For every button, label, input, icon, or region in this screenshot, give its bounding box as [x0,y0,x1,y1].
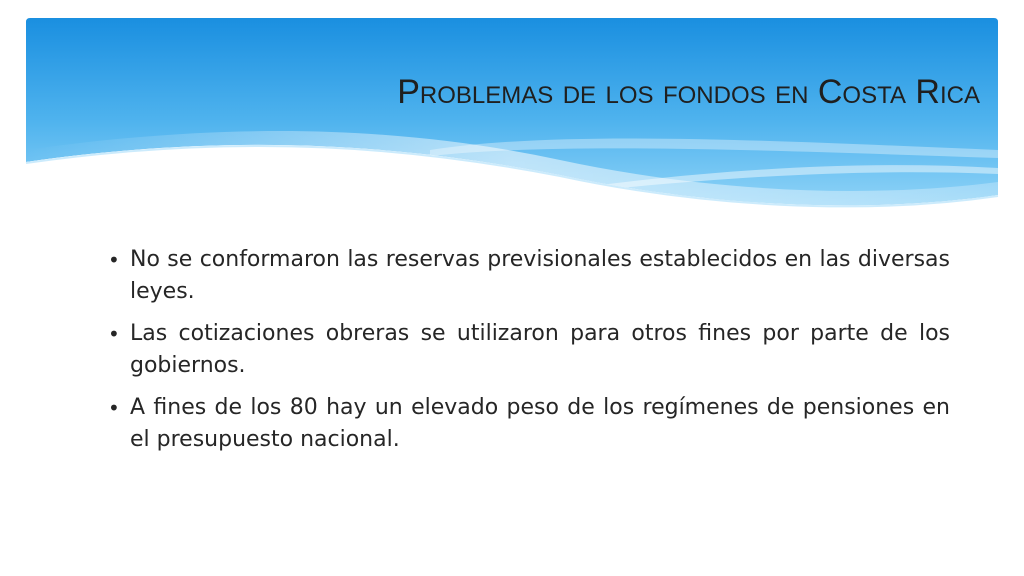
header-wave-banner [0,0,1024,230]
bullet-text: A fines de los 80 hay un elevado peso de los regímenes de pensiones en el presupuesto nacional. [130,395,950,452]
slide-title: Problemas de los fondos en Costa Rica [397,73,980,111]
bullet-text: Las cotizaciones obreras se utilizaron para otros fines por parte de los gobiernos. [130,321,950,378]
bullet-list [108,244,950,466]
bullet-dot-icon: • [108,322,120,346]
bullet-item [108,318,950,382]
bullet-dot-icon: • [108,396,120,420]
bullet-item [108,392,950,456]
bullet-text: No se conformaron las reservas previsionales establecidos en las diversas leyes. [130,247,950,304]
bullet-item [108,244,950,308]
bullet-dot-icon: • [108,248,120,272]
